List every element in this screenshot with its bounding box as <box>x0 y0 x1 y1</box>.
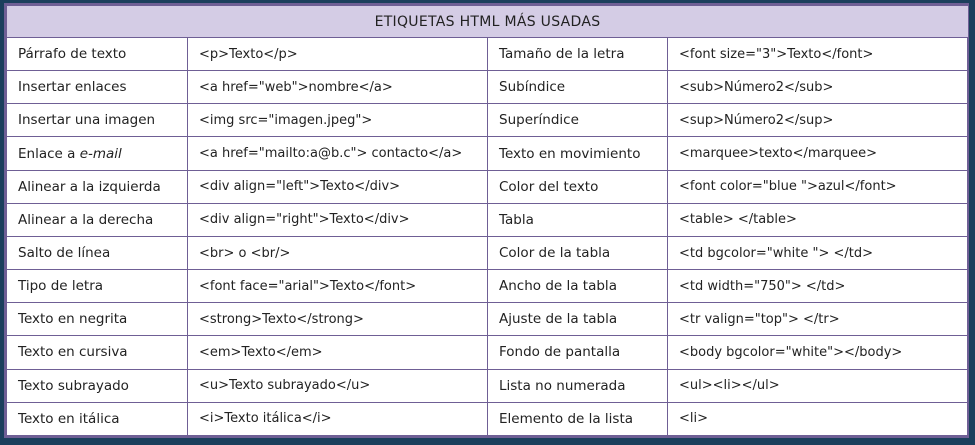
table-row <box>7 170 969 203</box>
table-row <box>7 38 969 71</box>
tag-description: Tamaño de la letra <box>488 38 668 71</box>
tag-code: <sub>Número2</sub> <box>668 71 969 104</box>
tag-description: Texto en itálica <box>7 402 188 435</box>
tag-description: Texto en movimiento <box>488 137 668 170</box>
tag-code: <table> </table> <box>668 203 969 236</box>
tag-description: Elemento de la lista <box>488 402 668 435</box>
table-row <box>7 137 969 170</box>
tag-description: Ancho de la tabla <box>488 270 668 303</box>
tag-description: Texto en cursiva <box>7 336 188 369</box>
table-row <box>7 402 969 435</box>
table-row <box>7 369 969 402</box>
tag-description: Subíndice <box>488 71 668 104</box>
tag-code: <td bgcolor="white "> </td> <box>668 236 969 269</box>
tag-code: <br> o <br/> <box>188 236 488 269</box>
tag-code: <img src="imagen.jpeg"> <box>188 104 488 137</box>
tag-description: Alinear a la derecha <box>7 203 188 236</box>
tag-description-text: Enlace a <box>18 145 80 162</box>
table-row <box>7 71 969 104</box>
tag-description: Ajuste de la tabla <box>488 303 668 336</box>
tag-code: <a href="mailto:a@b.c"> contacto</a> <box>188 137 488 170</box>
tag-description: Color de la tabla <box>488 236 668 269</box>
tag-description-emphasis: e-mail <box>79 145 122 162</box>
tag-description: Texto en negrita <box>7 303 188 336</box>
tag-code: <td width="750"> </td> <box>668 270 969 303</box>
tag-code: <ul><li></ul> <box>668 369 969 402</box>
tag-description: Lista no numerada <box>488 369 668 402</box>
table-row <box>7 336 969 369</box>
tag-code: <marquee>texto</marquee> <box>668 137 969 170</box>
tag-description: Color del texto <box>488 170 668 203</box>
tag-code: <u>Texto subrayado</u> <box>188 369 488 402</box>
table-title: ETIQUETAS HTML MÁS USADAS <box>7 6 969 38</box>
tag-description: Tipo de letra <box>7 270 188 303</box>
tag-code: <strong>Texto</strong> <box>188 303 488 336</box>
table-row <box>7 236 969 269</box>
tag-code: <a href="web">nombre</a> <box>188 71 488 104</box>
table-row <box>7 203 969 236</box>
tag-code: <body bgcolor="white"></body> <box>668 336 969 369</box>
tag-description <box>7 137 188 170</box>
tag-description: Salto de línea <box>7 236 188 269</box>
tag-code: <font face="arial">Texto</font> <box>188 270 488 303</box>
tag-description: Alinear a la izquierda <box>7 170 188 203</box>
tag-code: <div align="right">Texto</div> <box>188 203 488 236</box>
html-tags-table-frame <box>4 3 969 438</box>
tag-code: <i>Texto itálica</i> <box>188 402 488 435</box>
tag-description: Tabla <box>488 203 668 236</box>
html-tags-table <box>6 5 969 436</box>
tag-description: Insertar una imagen <box>7 104 188 137</box>
table-row <box>7 104 969 137</box>
tag-code: <li> <box>668 402 969 435</box>
tag-description: Fondo de pantalla <box>488 336 668 369</box>
tag-code: <sup>Número2</sup> <box>668 104 969 137</box>
tag-code: <tr valign="top"> </tr> <box>668 303 969 336</box>
tag-description: Insertar enlaces <box>7 71 188 104</box>
table-header-row <box>7 6 969 38</box>
tag-code: <font color="blue ">azul</font> <box>668 170 969 203</box>
table-row <box>7 303 969 336</box>
tag-code: <p>Texto</p> <box>188 38 488 71</box>
tag-code: <font size="3">Texto</font> <box>668 38 969 71</box>
tag-description: Superíndice <box>488 104 668 137</box>
tag-code: <em>Texto</em> <box>188 336 488 369</box>
tag-description: Párrafo de texto <box>7 38 188 71</box>
table-row <box>7 270 969 303</box>
tag-code: <div align="left">Texto</div> <box>188 170 488 203</box>
tag-description: Texto subrayado <box>7 369 188 402</box>
